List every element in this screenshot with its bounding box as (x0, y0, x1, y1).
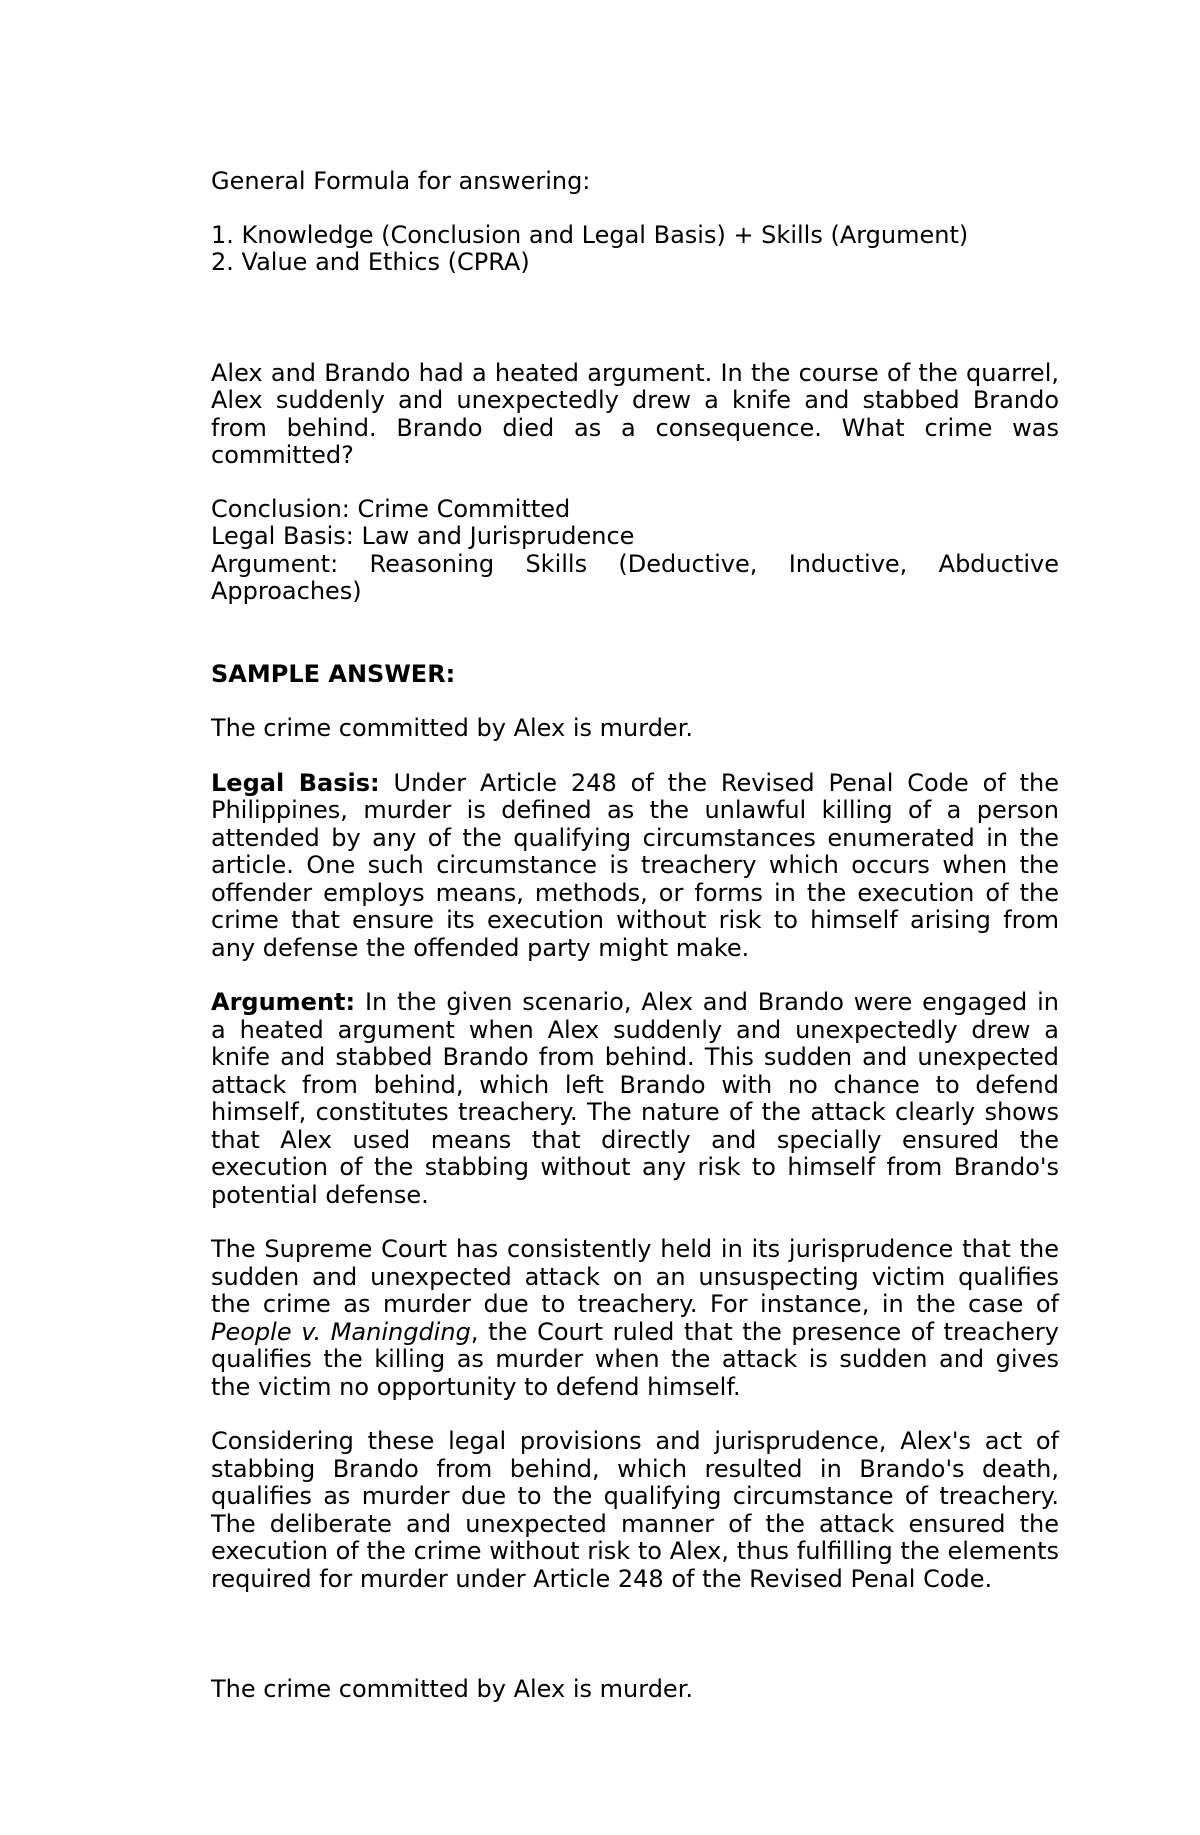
scenario-paragraph: Alex and Brando had a heated argument. In the course of the quarrel, Alex suddenly and unexpectedly drew a knife and stabbed Brando from behind. Brando died as a consequence. What crime was committed? (211, 358, 1059, 469)
legal-basis-text: Under Article 248 of the Revised Penal Code of the Philippines, murder is defined as the unlawful killing of a person attended by any of the qualifying circumstances enumerated in the article. One such circumstance is treachery which occurs when the offender employs means, methods, or forms in the execution of the crime that ensure its execution without risk to himself arising from any defense the offended party might make. (211, 768, 1059, 962)
final-conclusion: The crime committed by Alex is murder. (211, 1675, 693, 1703)
legal-basis-label: Legal Basis: (211, 768, 380, 797)
considering-paragraph: Considering these legal provisions and jurisprudence, Alex's act of stabbing Brando from behind, which resulted in Brando's death, qualifies as murder due to the qualifying circumstance of treachery. The deliberate and unexpected manner of the attack ensured the execution of the crime without risk to Alex, thus fulfilling the elements required for murder under Article 248 of the Revised Penal Code. (211, 1427, 1059, 1593)
argument-paragraph (211, 989, 1059, 1209)
document-body (211, 168, 1059, 1704)
sample-conclusion: The crime committed by Alex is murder. (211, 714, 693, 742)
formula-item-1: 1. Knowledge (Conclusion and Legal Basis) + Skills (Argument) (211, 220, 969, 249)
structure-conclusion: Conclusion: Crime Committed (211, 494, 571, 523)
formula-item-2: 2. Value and Ethics (CPRA) (211, 248, 530, 276)
argument-label: Argument: (211, 988, 356, 1016)
formula-heading: General Formula for answering: (211, 167, 591, 195)
structure-argument: Argument: Reasoning Skills (Deductive, Inductive, Abductive Approaches) (211, 549, 1059, 605)
jurisprudence-text-before: The Supreme Court has consistently held in its jurisprudence that the sudden and unexpected attack on an unsuspecting victim qualifies the crime as murder due to treachery. For instance, in the case of (211, 1235, 1059, 1318)
legal-basis-paragraph (211, 770, 1059, 963)
sample-answer-heading: SAMPLE ANSWER: (211, 659, 456, 688)
jurisprudence-paragraph (211, 1236, 1059, 1401)
structure-legal-basis: Legal Basis: Law and Jurisprudence (211, 522, 635, 550)
case-citation: People v. Maningding (211, 1317, 471, 1346)
jurisprudence-text-after: , the Court ruled that the presence of treachery qualifies the killing as murder when the attack is sudden and gives the victim no opportunity to defend himself. (211, 1317, 1060, 1401)
argument-text: In the given scenario, Alex and Brando were engaged in a heated argument when Alex suddenly and unexpectedly drew a knife and stabbed Brando from behind. This sudden and unexpected attack from behind, which left Brando with no chance to defend himself, constitutes treachery. The nature of the attack clearly shows that Alex used means that directly and specially ensured the execution of the stabbing without any risk to himself from Brando's potential defense. (211, 988, 1059, 1209)
